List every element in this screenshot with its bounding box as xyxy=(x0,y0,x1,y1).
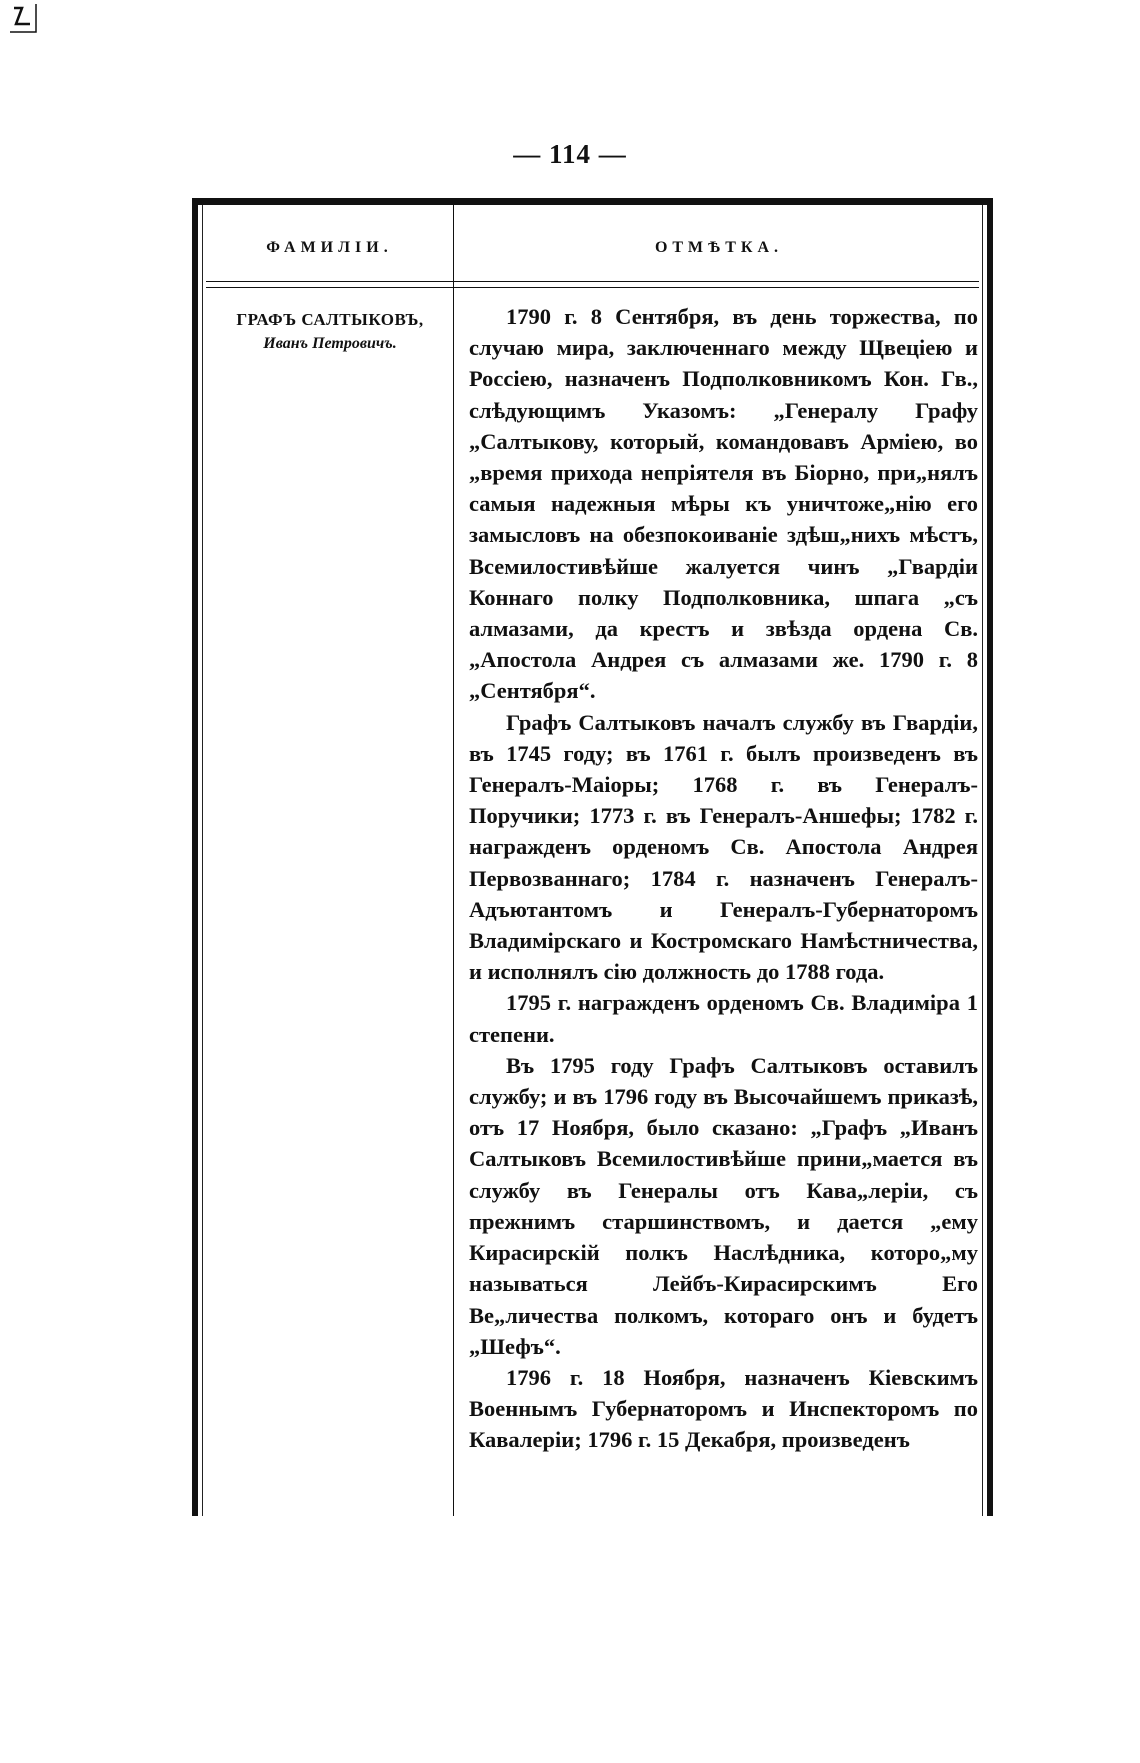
person-name: ГРАФЪ САЛТЫКОВЪ, xyxy=(236,310,424,329)
header-rule xyxy=(206,287,979,288)
register-table xyxy=(192,198,993,1516)
paragraph: Въ 1795 году Графъ Салтыковъ оставилъ службу; и въ 1796 году въ Высочайшемъ приказѣ, отъ 17 Ноября, было сказано: „Графъ „Иванъ Салтыковъ Всемилостивѣйше прини„мается въ службу въ Генералы отъ Кава„леріи, съ прежнимъ старшинствомъ, и дается „ему Кирасирскій полкъ Наслѣдника, которо„му называться Лейбъ-Кирасирскимъ Его Ве„личества полкомъ, котораго онъ и будетъ „Шефъ“. xyxy=(469,1052,978,1359)
page-number: — 114 — xyxy=(513,139,627,169)
paragraph: 1790 г. 8 Сентября, въ день торжества, по случаю мира, заключеннаго между Щвеціею и Россіею, назначенъ Подполковникомъ Кон. Гв., слѣдующимъ Указомъ: „Генералу Графу „Салтыкову, который, командовавъ Арміею, во „время прихода непріятеля въ Біорно, при„нялъ самыя надежныя мѣры къ уничтоже„нію его замысловъ на обезпокоиваніе здѣш„нихъ мѣстъ, Всемилостивѣйше жалуется чинъ „Гвардіи Коннаго полку Подполковника, шпага „съ алмазами, да крестъ и звѣзда ордена Св. „Апостола Андрея съ алмазами же. 1790 г. 8 „Сентября“. xyxy=(469,304,978,704)
corner-mark xyxy=(6,2,46,40)
paragraph: 1795 г. награжденъ орденомъ Св. Владиміра 1 степени. xyxy=(469,990,978,1047)
paragraph: Графъ Салтыковъ началъ службу въ Гвардіи, въ 1745 году; въ 1761 г. былъ произведенъ въ Генералъ-Маіоры; 1768 г. въ Генералъ-Поручики; 1773 г. въ Генералъ-Аншефы; 1782 г. награжденъ орденомъ Св. Апостола Андрея Первозваннаго; 1784 г. назначенъ Генералъ-Адъютантомъ и Генералъ-Губернаторомъ Владимірскаго и Костромскаго Намѣстничества, и исполнялъ сію должность до 1788 года. xyxy=(469,709,978,985)
column-header-notes: ОТМѢТКА. xyxy=(654,239,784,256)
column-divider xyxy=(453,205,454,1516)
paragraph: 1796 г. 18 Ноября, назначенъ Кіевскимъ Военнымъ Губернаторомъ и Инспекторомъ по Кавалеріи; 1796 г. 15 Декабря, произведенъ xyxy=(469,1364,978,1453)
person-given-names: Иванъ Петровичъ. xyxy=(263,335,397,352)
column-header-names: ФАМИЛІИ. xyxy=(266,239,393,256)
notes-text xyxy=(469,301,978,1456)
header-rule xyxy=(206,281,979,282)
